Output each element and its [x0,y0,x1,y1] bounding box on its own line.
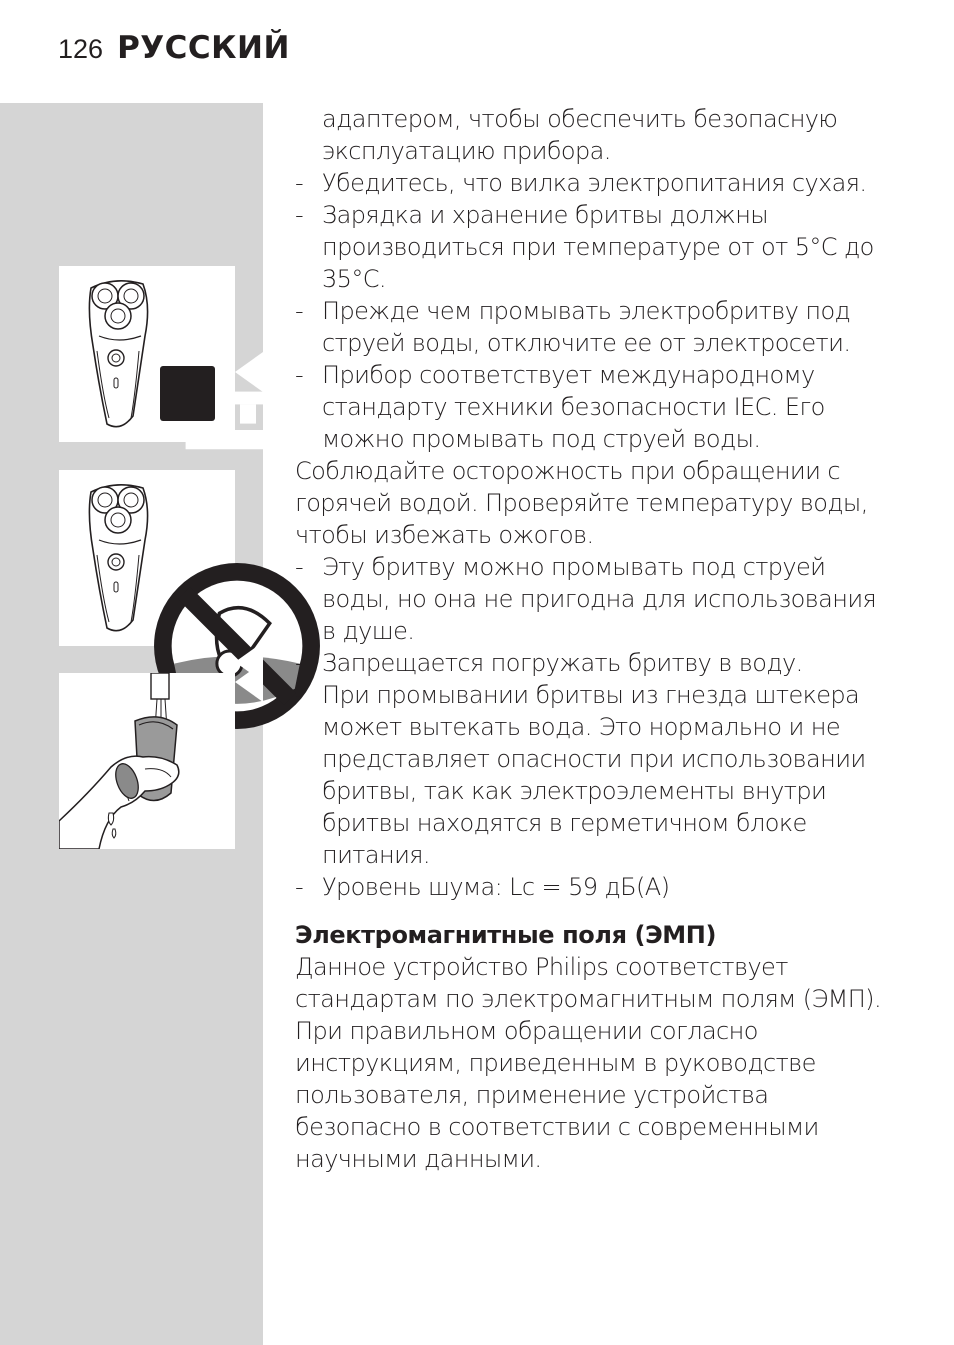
bullet-text: Убедитесь, что вилка электропитания сухая. [322,169,867,197]
caution-text: Соблюдайте осторожность при обращении с горячей водой. Проверяйте температуру воды, чтобы избежать ожогов. [295,457,868,549]
bullet-item [295,647,895,679]
continuation-text: адаптером, чтобы обеспечить безопасную эксплуатацию прибора. [322,105,838,165]
section-language-title: РУССКИЙ [117,30,290,66]
emf-paragraph: Данное устройство Philips соответствует стандартам по электромагнитным полям (ЭМП). При правильном обращении согласно инструкциям, приведенным в руководстве пользователя, применение устройства безопасно в соответствии с современными научными данными. [295,953,881,1173]
bullet-item [295,295,895,359]
page-number: 126 [58,34,104,64]
bullet-text: Зарядка и хранение бритвы должны производиться при температуре от от 5°C до 35°C. [322,201,874,293]
figure-pointer [235,662,263,702]
bullet-dash: - [295,297,304,325]
bullet-item [295,167,895,199]
bullet-item [295,679,895,871]
no-immersion-icon [149,558,219,628]
page-header [58,30,290,80]
bullet-dash: - [295,201,304,229]
bullet-text: Прибор соответствует международному стандарту техники безопасности IEC. Его можно промывать под струей воды. [322,361,825,453]
bullet-dash: - [295,681,304,709]
faucet-icon [160,366,215,421]
bullet-text: Эту бритву можно промывать под струей воды, но она не пригодна для использования в душе. [322,553,877,645]
figure-rinsing-shaver [59,673,235,849]
bullet-item [295,359,895,455]
bullet-item [295,551,895,647]
bullet-dash: - [295,361,304,389]
emf-heading: Электромагнитные поля (ЭМП) [295,921,717,949]
bullet-text: Запрещается погружать бритву в воду. [322,649,803,677]
bullet-text: Уровень шума: Lc = 59 дБ(A) [322,873,670,901]
bullet-dash: - [295,649,304,677]
bullet-text: Прежде чем промывать электробритву под струей воды, отключите ее от электросети. [322,297,851,357]
figure-shaver-no-immersion [59,470,235,646]
bullet-dash: - [295,169,304,197]
figure-shaver-faucet [59,266,235,442]
bullet-item [295,871,895,903]
bullet-text: При промывании бритвы из гнезда штекера может вытекать вода. Это нормально и не представляет опасности при использовании бритвы, так как электроэлементы внутри бритвы находятся в герметичном блоке питания. [322,681,866,869]
rinse-illustration [59,673,235,849]
bullet-dash: - [295,873,304,901]
bullet-item [295,199,895,295]
bullet-dash: - [295,553,304,581]
manual-text [295,103,895,1175]
figure-pointer [235,352,263,392]
